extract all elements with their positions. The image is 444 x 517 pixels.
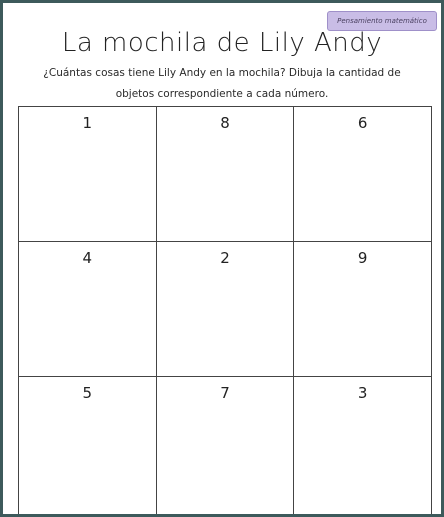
- cell-number: 9: [357, 249, 368, 267]
- drawing-grid: [18, 106, 432, 516]
- cell-number: 3: [357, 384, 368, 402]
- cell-number: 7: [220, 384, 230, 402]
- drawing-cell[interactable]: [19, 107, 157, 242]
- drawing-cell[interactable]: [157, 377, 295, 517]
- drawing-cell[interactable]: [294, 107, 432, 242]
- drawing-cell[interactable]: [157, 242, 295, 377]
- instructions-text: ¿Cuántas cosas tiene Lily Andy en la mochila? Dibuja la cantidad de objetos correspondiente a cada número.: [43, 67, 401, 100]
- cell-number: 4: [82, 249, 93, 267]
- drawing-cell[interactable]: [19, 377, 157, 517]
- cell-number: 6: [357, 114, 368, 132]
- drawing-cell[interactable]: [19, 242, 157, 377]
- worksheet-title: La mochila de Lily Andy: [61, 28, 383, 58]
- cell-number: 1: [82, 114, 93, 132]
- cell-number: 8: [220, 114, 230, 132]
- drawing-cell[interactable]: [157, 107, 295, 242]
- drawing-cell[interactable]: [294, 377, 432, 517]
- drawing-cell[interactable]: [294, 242, 432, 377]
- cell-number: 2: [220, 249, 230, 267]
- subject-tag: Pensamiento matemático: [327, 11, 437, 31]
- cell-number: 5: [82, 384, 93, 402]
